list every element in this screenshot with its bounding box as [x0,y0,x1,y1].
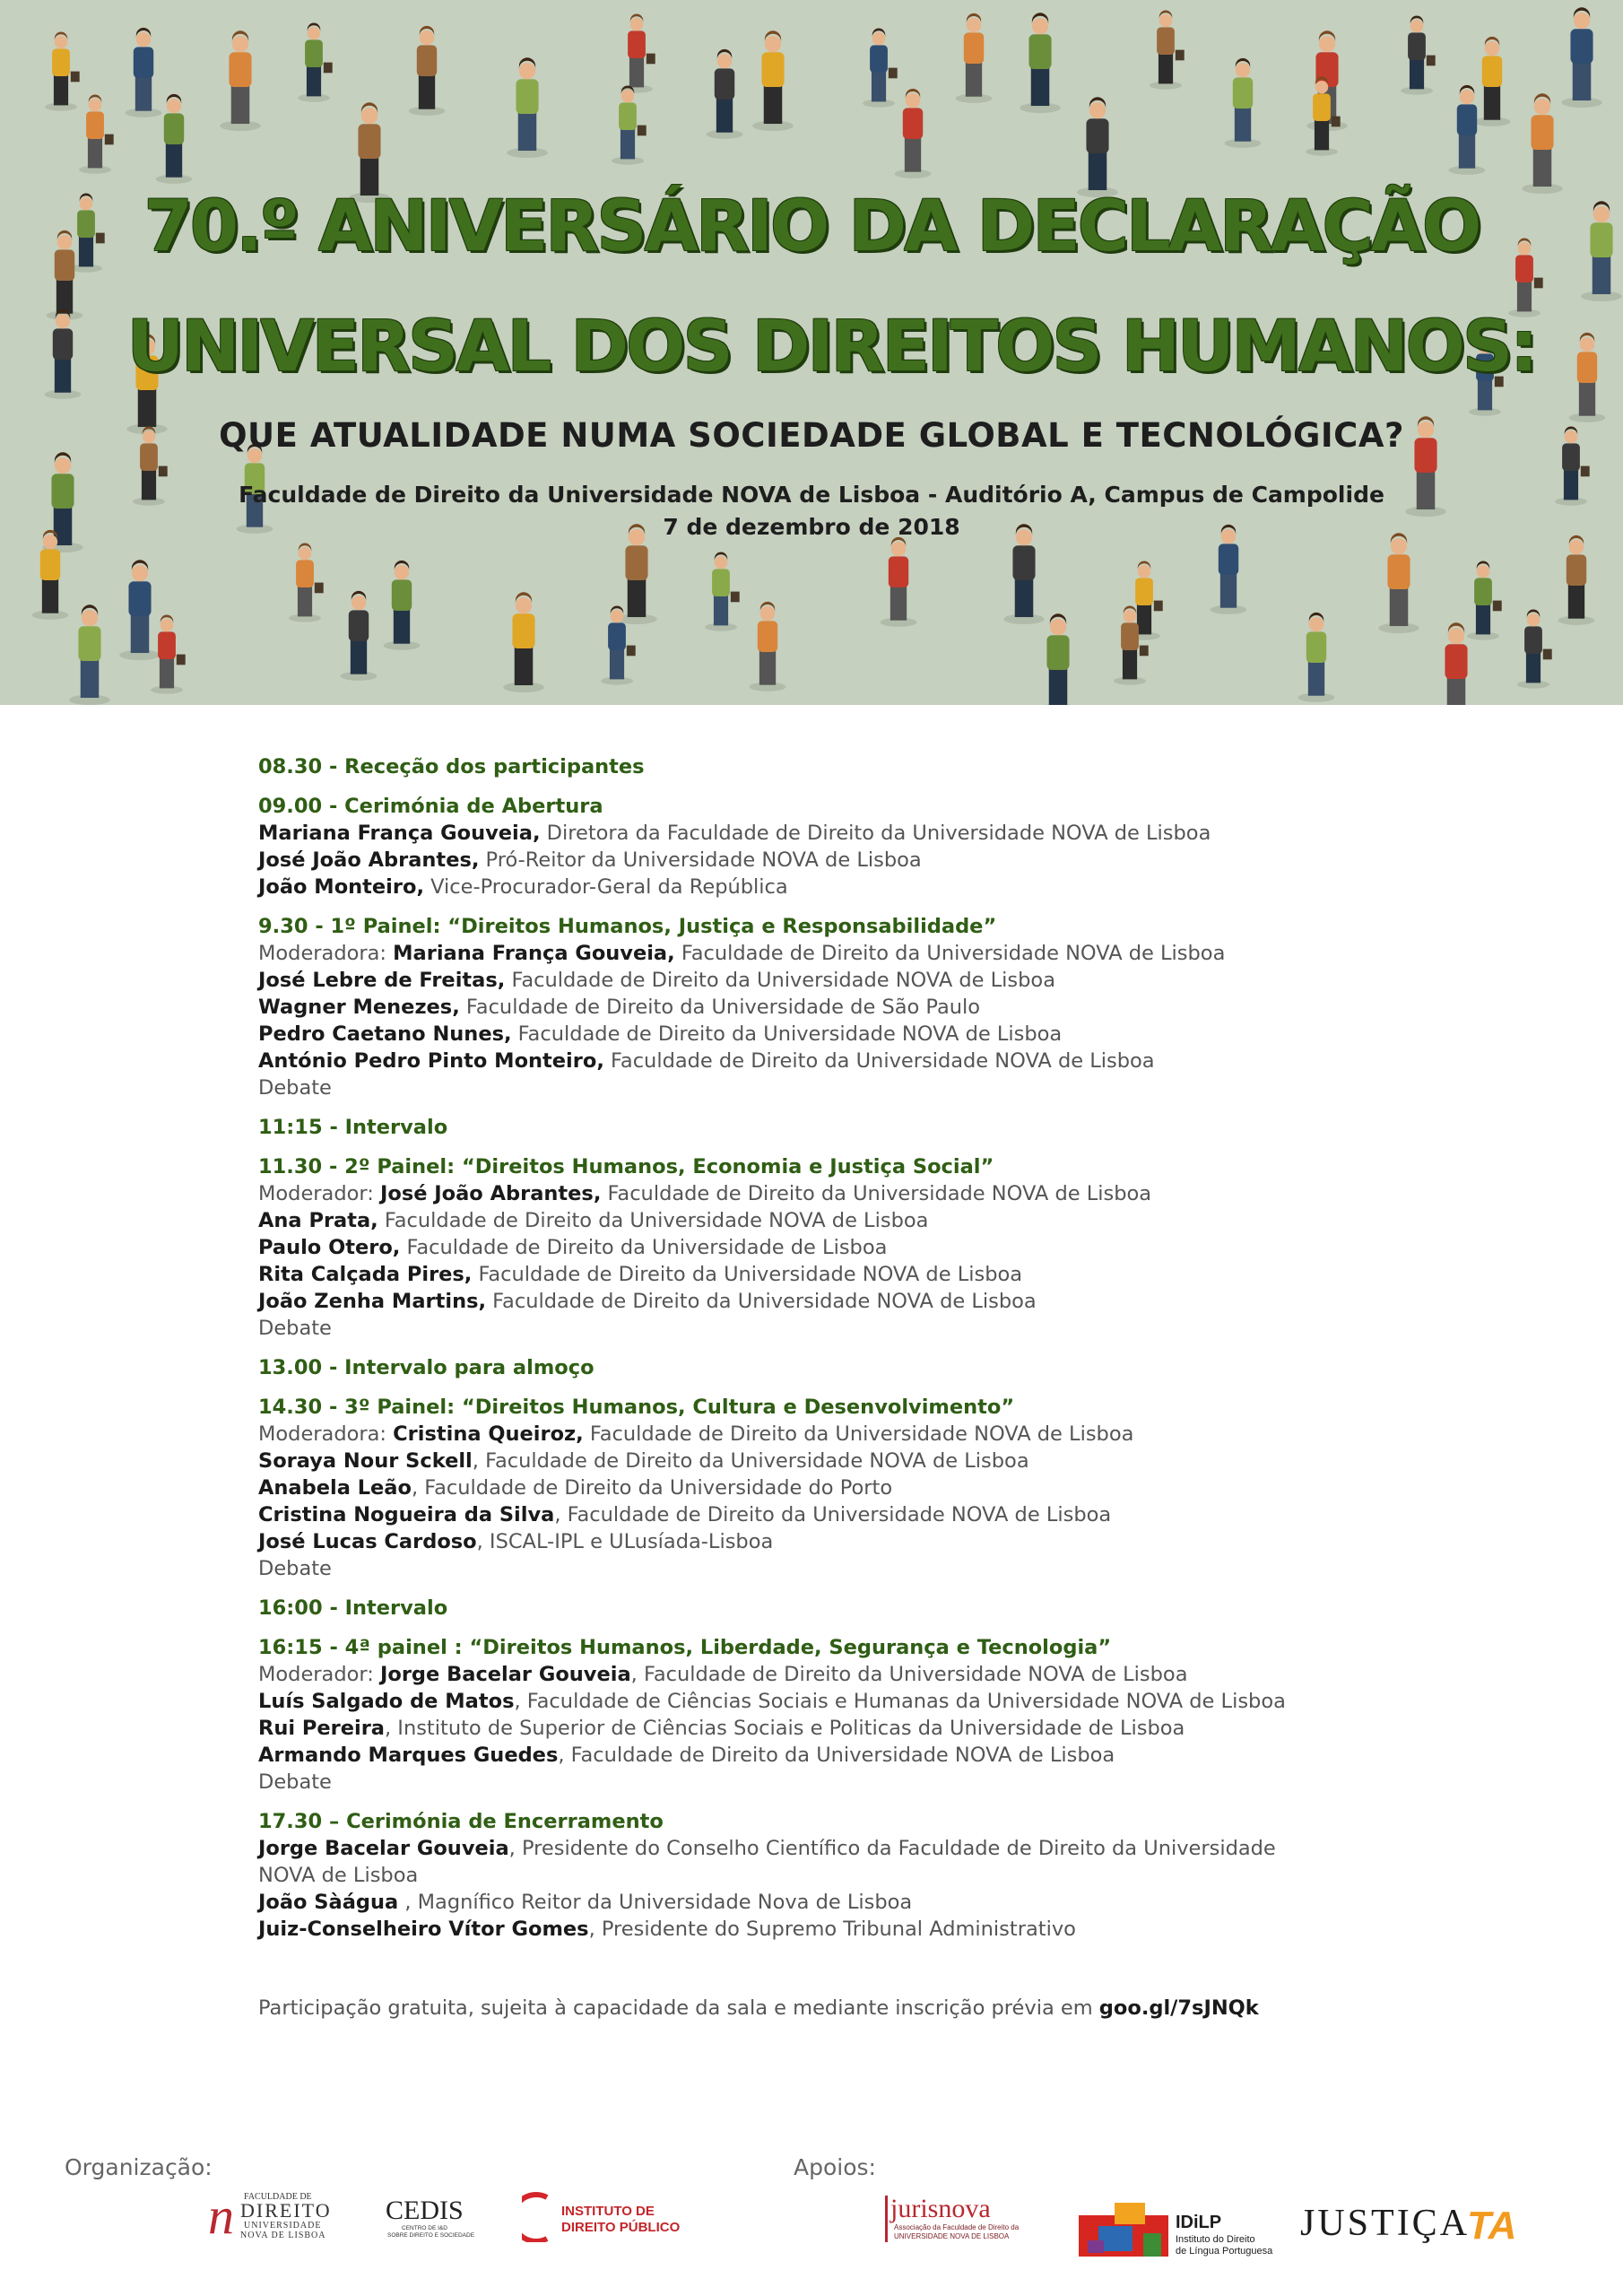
event-subtitle: QUE ATUALIDADE NUMA SOCIEDADE GLOBAL E TECNOLÓGICA? [219,416,1404,455]
speaker-affiliation: , Magnífico Reitor da Universidade Nova de Lisboa [398,1891,913,1914]
svg-text:n: n [208,2188,234,2240]
person-figure [1378,533,1419,633]
speaker-name: Rui Pereira [258,1717,385,1740]
speaker-line [258,1288,1424,1315]
speaker-line [258,1421,1424,1448]
person-figure [289,544,324,622]
speaker-name: Cristina Queiroz, [393,1422,584,1446]
role-prefix: Moderadora: [258,1422,394,1446]
speaker-line [258,1448,1424,1474]
speaker-affiliation: Faculdade de Direito da Universidade NOVA de Lisboa [583,1422,1134,1446]
speaker-affiliation: , Faculdade de Direito da Universidade NOVA de Lisboa [630,1663,1188,1686]
speaker-name: Jorge Bacelar Gouveia [379,1663,631,1686]
speaker-line [258,1835,1334,1889]
person-figure [1474,37,1511,126]
program-session [258,753,1424,780]
speaker-name: Cristina Nogueira da Silva [258,1503,555,1526]
speaker-name: Anabela Leão [258,1476,412,1500]
speaker-line [258,1474,1424,1501]
person-figure [384,561,421,650]
speaker-affiliation: , Faculdade de Direito da Universidade NOVA de Lisboa [554,1503,1112,1526]
speaker-line [258,1207,1424,1234]
program-session [258,1634,1424,1796]
speaker-line [258,1916,1424,1943]
speaker-name: Juiz-Conselheiro Vítor Gomes [258,1918,589,1941]
person-figure [1150,11,1185,90]
person-figure [1522,93,1563,194]
speaker-name: Mariana França Gouveia, [258,822,541,845]
person-figure [503,592,544,692]
support-label: Apoios: [794,2154,876,2180]
person-figure [119,560,161,660]
session-note [258,1769,1424,1796]
speaker-affiliation: Faculdade de Direito da Universidade NOVA de Lisboa [486,1290,1037,1313]
registration-note-text: Participação gratuita, sujeita à capacidade da sala e mediante inscrição prévia em [258,1996,1099,2020]
session-heading: 16:00 - Intervalo [258,1596,448,1620]
speaker-name: Soraya Nour Sckell [258,1449,473,1473]
instituto-direito-publico-logo [522,2192,701,2242]
person-figure [1467,561,1502,640]
program-schedule [258,753,1424,1955]
speaker-name: Rita Calçada Pires, [258,1263,473,1286]
person-figure [1561,7,1602,108]
speaker-affiliation: Faculdade de Direito da Universidade NOVA de Lisboa [511,1022,1063,1046]
svg-text:CEDIS: CEDIS [386,2196,464,2225]
session-heading: 13.00 - Intervalo para almoço [258,1356,595,1379]
speaker-name: Armando Marques Guedes [258,1744,559,1767]
role-prefix: Debate [258,1317,332,1340]
svg-text:JUSTIÇA: JUSTIÇA [1300,2203,1471,2244]
speaker-affiliation: Faculdade de Direito da Universidade NOVA de Lisboa [601,1182,1152,1205]
registration-link[interactable]: goo.gl/7sJNQk [1098,1996,1259,2020]
speaker-line [258,874,1424,900]
program-session [258,1808,1424,1943]
speaker-line [258,1715,1424,1742]
speaker-name: José Lucas Cardoso [258,1530,477,1553]
svg-text:UNIVERSIDADE: UNIVERSIDADE [244,2221,322,2231]
speaker-affiliation: , ISCAL-IPL e ULusíada-Lisboa [476,1530,774,1553]
speaker-affiliation: Faculdade de Direito da Universidade NOVA de Lisboa [603,1049,1155,1073]
speaker-line [258,1261,1424,1288]
speaker-line [258,1889,1424,1916]
speaker-affiliation: Faculdade de Direito da Universidade de São Paulo [459,996,981,1019]
speaker-line [258,940,1424,967]
speaker-affiliation: , Presidente do Supremo Tribunal Administrativo [588,1918,1076,1941]
session-heading: 14.30 - 3º Painel: “Direitos Humanos, Cultura e Desenvolvimento” [258,1396,1015,1419]
speaker-name: José Lebre de Freitas, [258,969,506,992]
person-figure [612,86,647,165]
speaker-affiliation: Faculdade de Direito da Universidade de Lisboa [400,1236,888,1259]
svg-text:CENTRO DE I&D: CENTRO DE I&D [402,2225,447,2231]
person-figure [507,57,548,158]
person-figure [1077,97,1118,197]
session-note [258,1315,1424,1342]
role-prefix: Moderador: [258,1182,380,1205]
person-figure [1558,535,1595,625]
person-figure [750,602,786,691]
speaker-line [258,1180,1424,1207]
role-prefix: Debate [258,1076,332,1100]
person-figure [1225,58,1262,148]
event-title-line-2: UNIVERSAL DOS DIREITOS HUMANOS: [126,307,1536,387]
speaker-name: Pedro Caetano Nunes, [258,1022,512,1046]
svg-text:TA: TA [1467,2204,1517,2248]
speaker-line [258,967,1424,994]
speaker-affiliation: , Faculdade de Ciências Sociais e Humanas da Universidade NOVA de Lisboa [514,1690,1286,1713]
speaker-line [258,1661,1424,1688]
speaker-affiliation: Faculdade de Direito da Universidade NOVA de Lisboa [472,1263,1023,1286]
registration-note [258,1996,1259,2020]
speaker-line [258,1021,1424,1048]
idilp-logo [1079,2199,1285,2262]
program-session [258,1595,1424,1622]
person-figure [956,13,993,103]
speaker-line [258,820,1424,847]
person-figure [156,94,193,184]
speaker-line [258,1048,1424,1074]
person-figure [298,23,333,102]
person-figure [863,29,898,108]
svg-text:INSTITUTO DE: INSTITUTO DE [561,2204,655,2219]
speaker-line [258,847,1424,874]
cedis-logo [384,2192,502,2242]
speaker-name: João Zenha Martins, [258,1290,487,1313]
faculdade-direito-logo [204,2188,359,2240]
person-figure [1020,13,1061,113]
person-figure [45,32,80,111]
svg-text:SOBRE DIREITO E SOCIEDADE: SOBRE DIREITO E SOCIEDADE [387,2232,475,2239]
role-prefix: Debate [258,1770,332,1794]
person-figure [79,95,114,174]
speaker-name: Jorge Bacelar Gouveia [258,1837,509,1860]
session-note [258,1555,1424,1582]
person-figure [1449,85,1486,175]
person-figure [126,28,162,117]
session-heading: 16:15 - 4ª painel : “Direitos Humanos, Liberdade, Segurança e Tecnologia” [258,1636,1112,1659]
speaker-line [258,1688,1424,1715]
svg-text:NOVA DE LISBOA: NOVA DE LISBOA [240,2231,326,2240]
event-title-line-1: 70.º ANIVERSÁRIO DA DECLARAÇÃO [143,187,1480,267]
person-figure [341,591,378,681]
role-prefix: Debate [258,1557,332,1580]
jurisnova-logo [883,2192,1046,2249]
speaker-affiliation: , Faculdade de Direito da Universidade do Porto [411,1476,893,1500]
person-figure [881,537,917,627]
svg-text:IDiLP: IDiLP [1176,2213,1222,2232]
speaker-affiliation: Faculdade de Direito da Universidade NOVA de Lisboa [674,942,1226,965]
svg-text:jurisnova: jurisnova [890,2194,991,2223]
justica-ta-logo [1298,2194,1541,2248]
speaker-name: Luís Salgado de Matos [258,1690,515,1713]
person-figure [1037,613,1079,705]
svg-text:DIREITO: DIREITO [240,2199,332,2222]
svg-text:Associação da Faculdade de Dir: Associação da Faculdade de Direito da [894,2223,1020,2231]
speaker-name: João Sàágua [258,1891,399,1914]
program-session [258,1153,1424,1342]
speaker-affiliation: Diretora da Faculdade de Direito da Universidade NOVA de Lisboa [540,822,1211,845]
speaker-line [258,1501,1424,1528]
svg-text:UNIVERSIDADE NOVA DE LISBOA: UNIVERSIDADE NOVA DE LISBOA [894,2232,1010,2240]
session-heading: 08.30 - Receção dos participantes [258,755,645,778]
speaker-name: José João Abrantes, [379,1182,602,1205]
svg-text:de Língua Portuguesa: de Língua Portuguesa [1176,2246,1273,2257]
session-note [258,1074,1424,1101]
session-heading: 11:15 - Intervalo [258,1116,448,1139]
speaker-name: Ana Prata, [258,1209,378,1232]
session-heading: 11.30 - 2º Painel: “Direitos Humanos, Economia e Justiça Social” [258,1155,994,1178]
speaker-affiliation: , Presidente do Conselho Científico da Faculdade de Direito da Universidade NOVA de Lisboa [258,1837,1276,1887]
speaker-affiliation: Faculdade de Direito da Universidade NOVA de Lisboa [378,1209,929,1232]
speaker-name: António Pedro Pinto Monteiro, [258,1049,604,1073]
person-figure [752,30,794,131]
person-figure [1298,613,1335,702]
person-figure [69,604,110,705]
session-heading: 09.00 - Cerimónia de Abertura [258,795,603,818]
person-figure [895,89,932,178]
speaker-name: João Monteiro, [258,875,424,899]
person-figure [1401,16,1436,95]
header-banner [0,0,1623,705]
event-venue: Faculdade de Direito da Universidade NOVA de Lisboa - Auditório A, Campus de Campolide [239,482,1384,508]
speaker-name: José João Abrantes, [258,848,480,872]
speaker-name: Paulo Otero, [258,1236,401,1259]
svg-text:FACULDADE DE: FACULDADE DE [244,2192,312,2202]
program-session [258,913,1424,1101]
program-session [258,1114,1424,1141]
person-figure [621,14,655,93]
role-prefix: Moderador: [258,1663,380,1686]
session-heading: 9.30 - 1º Painel: “Direitos Humanos, Justiça e Responsabilidade” [258,915,997,938]
person-figure [220,30,261,131]
speaker-name: Mariana França Gouveia, [393,942,675,965]
speaker-affiliation: Faculdade de Direito da Universidade NOVA de Lisboa [505,969,1055,992]
speaker-affiliation: Pró-Reitor da Universidade NOVA de Lisboa [479,848,922,872]
person-figure [705,552,740,631]
speaker-name: Wagner Menezes, [258,996,460,1019]
speaker-line [258,1234,1424,1261]
session-heading: 17.30 – Cerimónia de Encerramento [258,1810,664,1833]
person-figure [1517,610,1552,689]
speaker-affiliation: , Faculdade de Direito da Universidade NOVA de Lisboa [558,1744,1115,1767]
role-prefix: Moderadora: [258,942,394,965]
speaker-affiliation: , Faculdade de Direito da Universidade NOVA de Lisboa [472,1449,1029,1473]
program-session [258,793,1424,900]
speaker-line [258,994,1424,1021]
event-date: 7 de dezembro de 2018 [663,514,960,540]
speaker-line [258,1528,1424,1555]
person-figure [409,26,446,116]
svg-text:DIREITO PÚBLICO: DIREITO PÚBLICO [561,2220,681,2235]
person-figure [707,49,743,139]
program-session [258,1354,1424,1381]
program-session [258,1394,1424,1582]
svg-text:Instituto do Direito: Instituto do Direito [1176,2234,1255,2245]
organization-label: Organização: [65,2154,213,2180]
speaker-line [258,1742,1424,1769]
speaker-affiliation: Vice-Procurador-Geral da República [424,875,788,899]
speaker-affiliation: , Instituto de Superior de Ciências Sociais e Politicas da Universidade de Lisboa [385,1717,1185,1740]
